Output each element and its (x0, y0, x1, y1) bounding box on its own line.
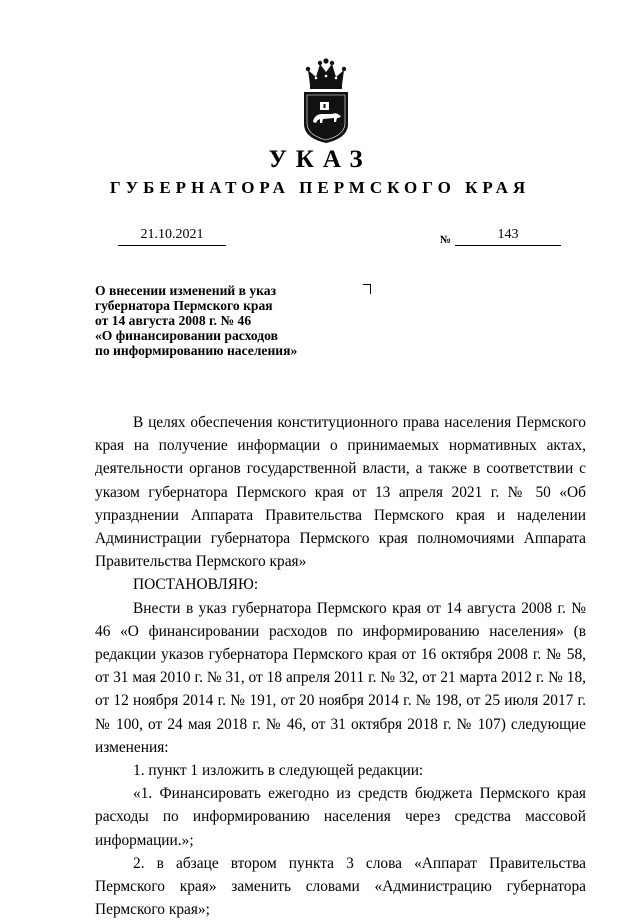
subject-line: О внесении изменений в указ (95, 283, 277, 298)
subject-line: губернатора Пермского края (95, 298, 273, 313)
decree-subject (95, 283, 355, 358)
item-2: 2. в абзаце втором пункта 3 слова «Аппарат Правительства Пермского края» заменить словами «Администрацию губернатора Пермского края»; (95, 854, 586, 919)
item-1: 1. пункт 1 изложить в следующей редакции: (133, 762, 424, 780)
coat-of-arms-icon (296, 58, 356, 144)
corner-mark (363, 284, 371, 294)
number-label: № (440, 234, 452, 246)
subject-line: «О финансировании расходов (95, 328, 278, 343)
subject-line: по информированию населения» (95, 343, 298, 358)
document-subtitle: ГУБЕРНАТОРА ПЕРМСКОГО КРАЯ (109, 178, 531, 197)
preamble-paragraph: В целях обеспечения конституционного права населения Пермского края на получение информации о принимаемых нормативных актах, деятельности органов государственной власти, а также в соответствии с указом губернатора Пермского края от 13 апреля 2021 г. № 50 «Об упразднении Аппарата Правительства Пермского края и наделении Администрации губернатора Пермского края полномочиями Аппарата Правительства Пермского края» (95, 414, 586, 571)
decree-body (95, 411, 586, 921)
subject-line: от 14 августа 2008 г. № 46 (95, 313, 252, 328)
intro-paragraph: Внести в указ губернатора Пермского края от 14 августа 2008 г. № 46 «О финансировании расходов по информированию населения» (в редакции указов губернатора Пермского края от 16 октября 2008 г. № 58, от 31 мая 2010 г. № 31, от 18 апреля 2011 г. № 32, от 21 марта 2012 г. № 18, от 12 ноября 2014 г. № 191, от 20 ноября 2014 г. № 198, от 25 июля 2017 г. № 100, от 24 мая 2018 г. № 46, от 31 октября 2018 г. № 107) следующие изменения: (95, 599, 586, 756)
decree-word: ПОСТАНОВЛЯЮ: (133, 576, 259, 594)
item-1-text: «1. Финансировать ежегодно из средств бюджета Пермского края расходы по информированию населения через средства массовой информации.»; (95, 785, 586, 849)
decree-date: 21.10.2021 (118, 227, 226, 246)
document-title: УКАЗ (268, 146, 372, 173)
decree-number: 143 (455, 227, 561, 246)
